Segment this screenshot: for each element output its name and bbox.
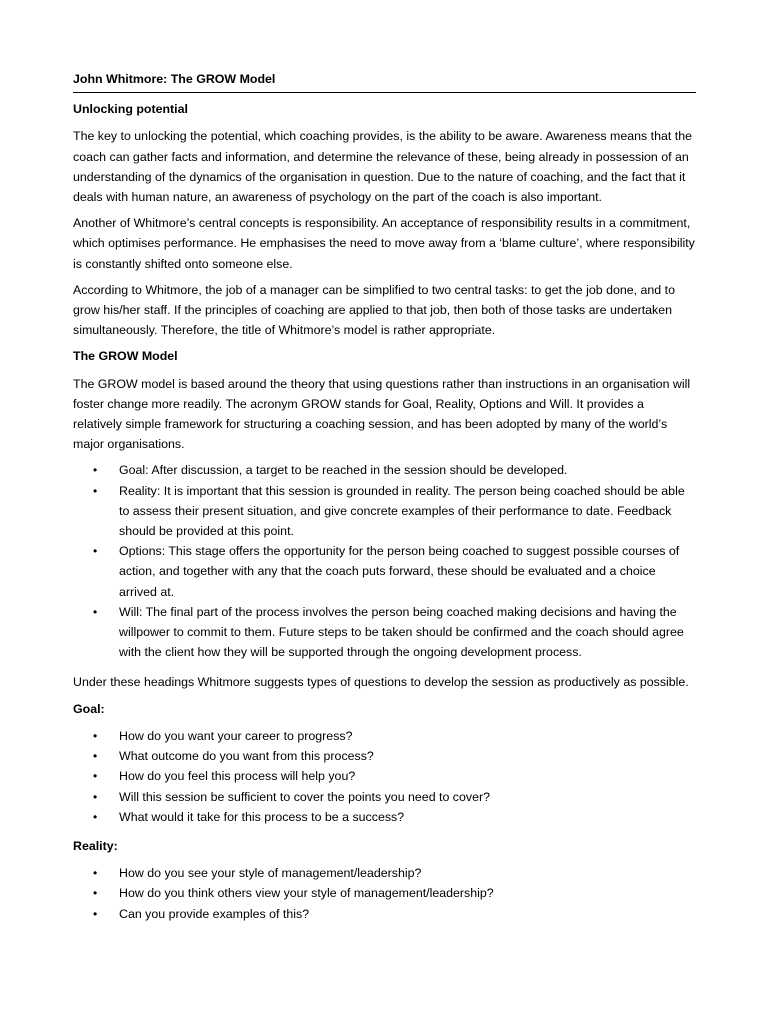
list-item-text: Reality: It is important that this session is grounded in reality. The person being coached should be able to assess their present situation, and give concrete examples of their performance to date. Feedback should be provided at this point. xyxy=(119,483,685,539)
list-item-text: Will: The final part of the process involves the person being coached making decisions and having the willpower to commit to them. Future steps to be taken should be confirmed and the coach should agree with the client how they will be supported through the ongoing development process. xyxy=(119,604,684,660)
bullet-icon: • xyxy=(93,749,98,764)
bullet-icon: • xyxy=(93,483,98,498)
list-item-text: How do you see your style of management/leadership? xyxy=(119,866,422,881)
list-item xyxy=(73,726,696,746)
list-item xyxy=(73,807,696,827)
list-item-text: How do you feel this process will help you? xyxy=(119,769,356,784)
list-item-text: What would it take for this process to be a success? xyxy=(119,809,405,824)
list-item-text: How do you think others view your style of management/leadership? xyxy=(119,886,494,901)
bullet-icon: • xyxy=(93,809,98,824)
bullet-icon: • xyxy=(93,728,98,743)
heading-unlocking-potential: Unlocking potential xyxy=(73,102,188,117)
bullet-icon: • xyxy=(93,886,98,901)
paragraph-question-intro: Under these headings Whitmore suggests types of questions to develop the session as productively as possible. xyxy=(73,675,689,690)
list-item-goal xyxy=(73,460,696,480)
list-item-text: Can you provide examples of this? xyxy=(119,906,310,921)
list-item-options xyxy=(73,541,696,602)
goal-questions-list xyxy=(73,726,696,827)
list-item xyxy=(73,787,696,807)
bullet-icon: • xyxy=(93,906,98,921)
paragraph-grow-intro: The GROW model is based around the theory that using questions rather than instructions in an organisation will foster change more readily. The acronym GROW stands for Goal, Reality, Options and Will. It provides a relatively simple framework for structuring a coaching session, and has been adopted by many of the world’s major organisations. xyxy=(73,376,691,452)
list-item xyxy=(73,904,696,924)
list-item-text: Goal: After discussion, a target to be reached in the session should be developed. xyxy=(119,463,568,478)
list-item xyxy=(73,883,696,903)
list-item-text: Options: This stage offers the opportunity for the person being coached to suggest possible courses of action, and together with any that the coach puts forward, these should be evaluated and a choice arrived at. xyxy=(119,544,680,599)
list-item-text: What outcome do you want from this process? xyxy=(119,749,374,764)
list-item-text: How do you want your career to progress? xyxy=(119,728,353,743)
list-item xyxy=(73,863,696,883)
bullet-icon: • xyxy=(93,866,98,881)
document-header: John Whitmore: The GROW Model xyxy=(73,69,696,93)
paragraph-manager-tasks: According to Whitmore, the job of a manager can be simplified to two central tasks: to get the job done, and to grow his/her staff. If the principles of coaching are applied to that job, then both of those tasks are undertaken simultaneously. Therefore, the title of Whitmore’s model is rather appropriate. xyxy=(73,282,675,338)
paragraph-responsibility: Another of Whitmore’s central concepts is responsibility. An acceptance of responsibility results in a commitment, which optimises performance. He emphasises the need to move away from a ‘blame culture’, where responsibility is constantly shifted onto someone else. xyxy=(73,216,695,271)
paragraph-awareness: The key to unlocking the potential, which coaching provides, is the ability to be aware. Awareness means that the coach can gather facts and information, and determine the relevance of these, being already in possession of an understanding of the dynamics of the organisation in question. Due to the nature of coaching, and the fact that it deals with human nature, an awareness of psychology on the part of the coach is also important. xyxy=(73,129,692,205)
heading-grow-model: The GROW Model xyxy=(73,349,178,364)
list-item xyxy=(73,766,696,786)
bullet-icon: • xyxy=(93,604,98,619)
list-item xyxy=(73,746,696,766)
list-item-text: Will this session be sufficient to cover the points you need to cover? xyxy=(119,789,490,804)
bullet-icon: • xyxy=(93,789,98,804)
grow-stages-list xyxy=(73,460,696,662)
reality-questions-list xyxy=(73,863,696,924)
bullet-icon: • xyxy=(93,544,98,559)
list-item-reality xyxy=(73,481,696,542)
list-item-will xyxy=(73,602,696,663)
bullet-icon: • xyxy=(93,769,98,784)
heading-goal: Goal: xyxy=(73,701,105,716)
heading-reality: Reality: xyxy=(73,838,118,853)
bullet-icon: • xyxy=(93,463,98,478)
